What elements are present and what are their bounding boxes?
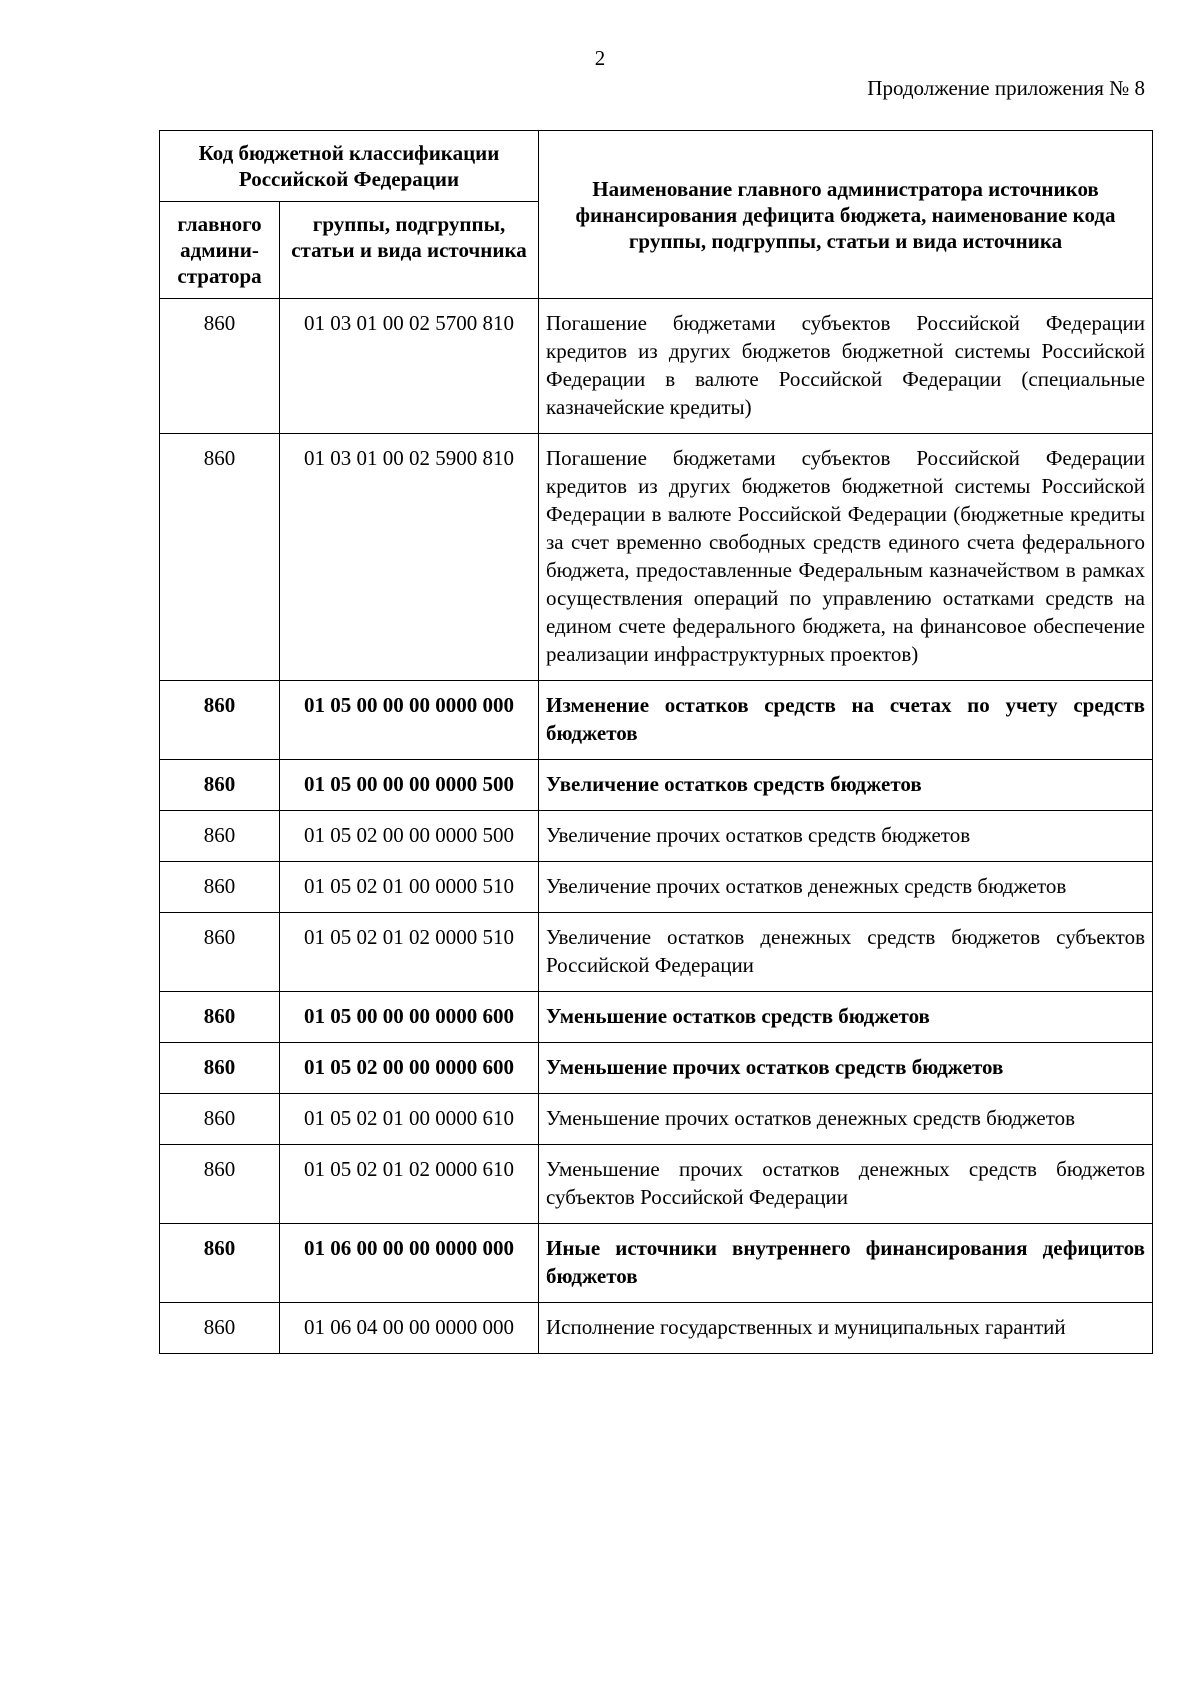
table-row <box>160 760 1153 811</box>
table-header-row <box>160 131 1153 202</box>
source-name-cell: Исполнение государственных и муниципальных гарантий <box>539 1303 1153 1354</box>
source-name-cell: Уменьшение прочих остатков денежных средств бюджетов <box>539 1094 1153 1145</box>
source-code-cell: 01 03 01 00 02 5900 810 <box>280 434 539 681</box>
table-row <box>160 811 1153 862</box>
source-code-cell: 01 05 02 01 00 0000 610 <box>280 1094 539 1145</box>
admin-code-cell: 860 <box>160 434 280 681</box>
source-name-cell: Увеличение остатков денежных средств бюджетов субъектов Российской Федерации <box>539 913 1153 992</box>
source-name-cell: Иные источники внутреннего финансирования дефицитов бюджетов <box>539 1224 1153 1303</box>
admin-code-cell: 860 <box>160 862 280 913</box>
admin-code-cell: 860 <box>160 1043 280 1094</box>
source-name-cell: Увеличение остатков средств бюджетов <box>539 760 1153 811</box>
source-code-cell: 01 05 02 01 02 0000 510 <box>280 913 539 992</box>
table-row <box>160 1145 1153 1224</box>
table-row <box>160 862 1153 913</box>
source-code-cell: 01 05 02 01 00 0000 510 <box>280 862 539 913</box>
admin-code-cell: 860 <box>160 760 280 811</box>
header-code-group: Код бюджетной классификации Российской Федерации <box>160 131 539 202</box>
source-name-cell: Уменьшение прочих остатков средств бюджетов <box>539 1043 1153 1094</box>
header-source: группы, подгруппы, статьи и вида источника <box>280 202 539 299</box>
admin-code-cell: 860 <box>160 992 280 1043</box>
source-name-cell: Увеличение прочих остатков средств бюджетов <box>539 811 1153 862</box>
table-row <box>160 1043 1153 1094</box>
page-number: 2 <box>594 46 606 70</box>
source-code-cell: 01 05 00 00 00 0000 500 <box>280 760 539 811</box>
header-name: Наименование главного администратора источников финансирования дефицита бюджета, наименование кода группы, подгруппы, статьи и вида источника <box>539 131 1153 299</box>
source-name-cell: Уменьшение прочих остатков денежных средств бюджетов субъектов Российской Федерации <box>539 1145 1153 1224</box>
source-name-cell: Погашение бюджетами субъектов Российской Федерации кредитов из других бюджетов бюджетной системы Российской Федерации в валюте Российской Федерации (бюджетные кредиты за счет временно свободных средств единого счета федерального бюджета, предоставленные Федеральным казначейством в рамках осуществления операций по управлению остатками средств на едином счете федерального бюджета, на финансовое обеспечение реализации инфраструктурных проектов) <box>539 434 1153 681</box>
admin-code-cell: 860 <box>160 913 280 992</box>
source-code-cell: 01 06 04 00 00 0000 000 <box>280 1303 539 1354</box>
source-name-cell: Изменение остатков средств на счетах по учету средств бюджетов <box>539 681 1153 760</box>
admin-code-cell: 860 <box>160 681 280 760</box>
table-row <box>160 299 1153 434</box>
table-row <box>160 1224 1153 1303</box>
budget-classification-table <box>159 130 1153 1354</box>
source-code-cell: 01 03 01 00 02 5700 810 <box>280 299 539 434</box>
source-code-cell: 01 06 00 00 00 0000 000 <box>280 1224 539 1303</box>
source-name-cell: Уменьшение остатков средств бюджетов <box>539 992 1153 1043</box>
admin-code-cell: 860 <box>160 1145 280 1224</box>
source-code-cell: 01 05 00 00 00 0000 600 <box>280 992 539 1043</box>
table-row <box>160 913 1153 992</box>
source-code-cell: 01 05 02 01 02 0000 610 <box>280 1145 539 1224</box>
source-code-cell: 01 05 00 00 00 0000 000 <box>280 681 539 760</box>
admin-code-cell: 860 <box>160 1303 280 1354</box>
header-admin: главного админи-стратора <box>160 202 280 299</box>
admin-code-cell: 860 <box>160 299 280 434</box>
table-row <box>160 1094 1153 1145</box>
table-row <box>160 1303 1153 1354</box>
source-name-cell: Погашение бюджетами субъектов Российской Федерации кредитов из других бюджетов бюджетной системы Российской Федерации в валюте Российской Федерации (специальные казначейские кредиты) <box>539 299 1153 434</box>
table-row <box>160 681 1153 760</box>
admin-code-cell: 860 <box>160 1224 280 1303</box>
admin-code-cell: 860 <box>160 1094 280 1145</box>
admin-code-cell: 860 <box>160 811 280 862</box>
source-code-cell: 01 05 02 00 00 0000 500 <box>280 811 539 862</box>
source-code-cell: 01 05 02 00 00 0000 600 <box>280 1043 539 1094</box>
appendix-continuation-label: Продолжение приложения № 8 <box>867 76 1145 100</box>
table-row <box>160 434 1153 681</box>
table-row <box>160 992 1153 1043</box>
source-name-cell: Увеличение прочих остатков денежных средств бюджетов <box>539 862 1153 913</box>
